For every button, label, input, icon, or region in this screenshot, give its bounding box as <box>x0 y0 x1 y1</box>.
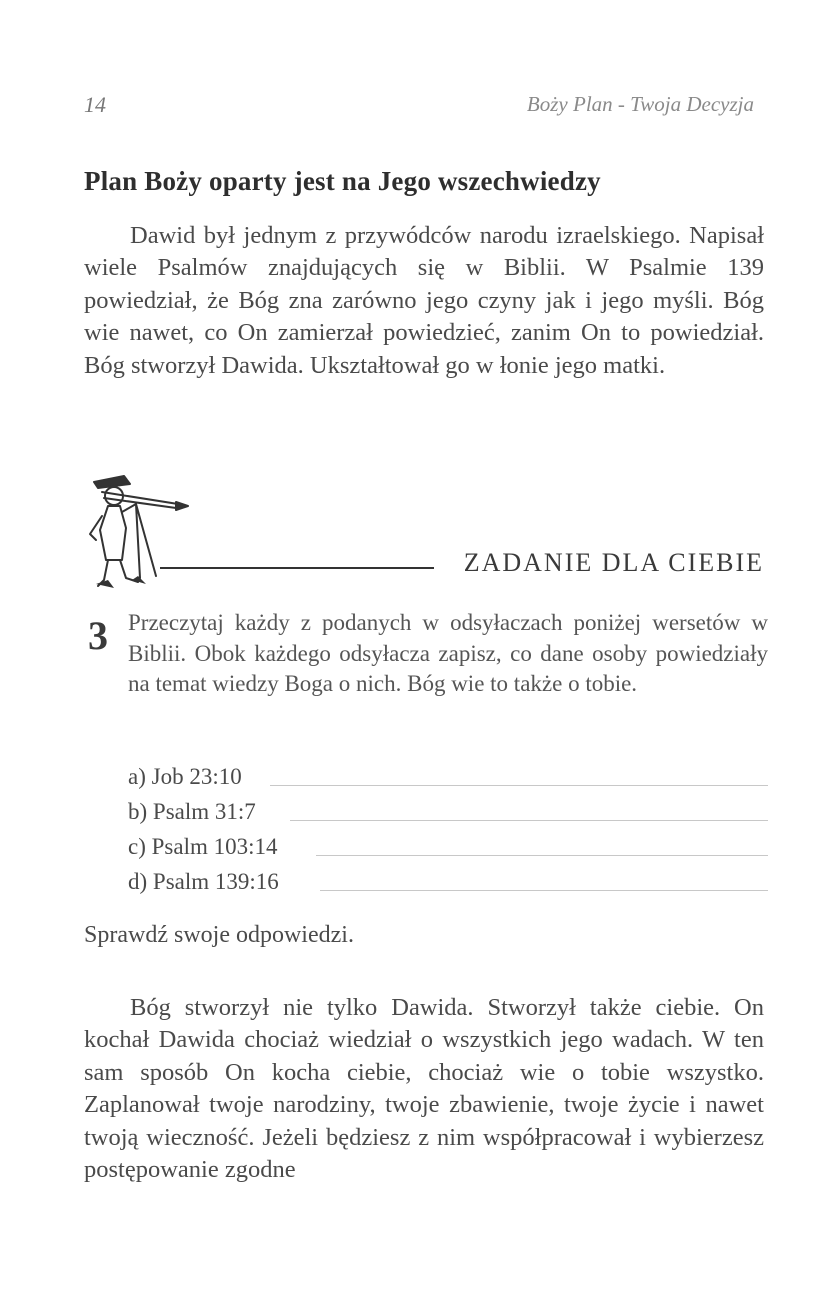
running-title: Boży Plan - Twoja Decyzja <box>526 92 754 116</box>
check-answers-text: Sprawdź swoje odpowiedzi. <box>84 922 354 948</box>
reference-item <box>128 832 768 862</box>
task-instructions: Przeczytaj każdy z podanych w odsyłaczach poniżej wersetów w Biblii. Obok każdego odsyłacza zapisz, co dane osoby powiedziały na temat wiedzy Boga o nich. Bóg wie to także o tobie. <box>128 610 768 697</box>
page-number: 14 <box>84 92 106 117</box>
surveyor-figure-icon <box>80 468 192 592</box>
reference-item <box>128 797 768 827</box>
reference-label: a) Job 23:10 <box>128 764 242 789</box>
answer-line[interactable] <box>290 820 768 821</box>
page-header <box>84 92 754 122</box>
answer-line[interactable] <box>316 855 768 856</box>
intro-paragraph: Dawid był jednym z przywódców narodu izraelskiego. Napisał wiele Psalmów znajdujących się w Biblii. W Psalmie 139 powiedział, że Bóg zna zarówno jego czyny jak i jego myśli. Bóg wie nawet, co On zamierzał powiedzieć, zanim On to powiedział. Bóg stworzył Dawida. Ukształtował go w łonie jego matki. <box>84 222 764 379</box>
reference-item <box>128 867 768 897</box>
task-header: ZADANIE DLA CIEBIE <box>463 548 764 577</box>
reference-item <box>128 762 768 792</box>
reference-label: c) Psalm 103:14 <box>128 834 278 859</box>
closing-paragraph: Bóg stworzył nie tylko Dawida. Stworzył także ciebie. On kochał Dawida chociaż wiedział o wszystkich jego wadach. W ten sam sposób On kocha ciebie, chociaż wie o tobie wszystko. Zaplanował twoje narodziny, twoje zbawienie, twoje życie i nawet twoją wieczność. Jeżeli będziesz z nim współpracował i wybierzesz postępowanie zgodne <box>84 994 764 1184</box>
task-divider <box>160 567 434 569</box>
answer-line[interactable] <box>320 890 768 891</box>
reference-label: d) Psalm 139:16 <box>128 869 279 894</box>
task-number: 3 <box>88 613 108 658</box>
section-title: Plan Boży oparty jest na Jego wszechwiedzy <box>84 166 601 196</box>
answer-line[interactable] <box>270 785 768 786</box>
reference-label: b) Psalm 31:7 <box>128 799 256 824</box>
